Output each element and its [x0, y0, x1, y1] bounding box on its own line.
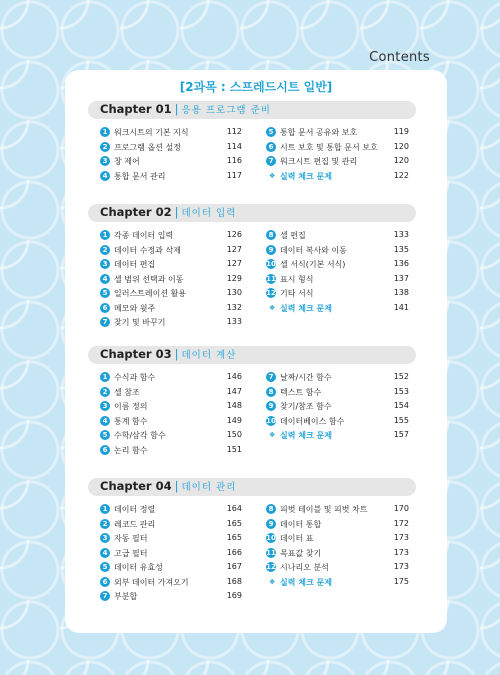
- toc-entry[interactable]: [100, 386, 242, 401]
- number-badge: 7: [266, 372, 276, 382]
- toc-column-left: [100, 126, 242, 184]
- practice-label: 실력 체크 문제: [280, 431, 332, 440]
- entry-page: 135: [393, 244, 409, 254]
- chapter-name: 응용 프로그램 준비: [181, 105, 271, 116]
- entry-page: 149: [226, 415, 242, 425]
- entry-page: 169: [226, 591, 242, 600]
- entry-label: 텍스트 함수: [280, 387, 322, 397]
- entry-label: 통합 문서 공유와 보호: [280, 128, 358, 137]
- entry-page: 165: [226, 533, 242, 542]
- chapter-separator: |: [174, 347, 179, 361]
- part-title: [2과목 : 스프레드시트 일반]: [179, 80, 333, 94]
- diamond-icon: ❖: [269, 171, 276, 180]
- toc-entry[interactable]: [100, 316, 242, 331]
- entry-page: 137: [393, 273, 409, 283]
- entry-label: 부분합: [114, 592, 138, 601]
- entry-label: 논리 함수: [114, 445, 148, 455]
- toc-column-right: [266, 126, 409, 184]
- entry-label: 목표값 찾기: [280, 548, 322, 558]
- entry-label: 데이터 표: [280, 534, 314, 543]
- toc-entry[interactable]: [266, 273, 409, 288]
- number-badge: 12: [266, 289, 276, 297]
- number-badge: 1: [100, 127, 110, 137]
- practice-label: 실력 체크 문제: [280, 303, 332, 313]
- entry-page: 138: [393, 288, 409, 297]
- number-badge: 5: [100, 562, 110, 572]
- chapter-header: [88, 204, 416, 222]
- entry-label: 프로그램 옵션 설정: [114, 142, 181, 152]
- number-badge: 9: [266, 519, 276, 529]
- entry-page: 173: [393, 562, 409, 571]
- number-badge: 4: [100, 274, 110, 284]
- toc-entry[interactable]: [266, 126, 409, 141]
- toc-entry[interactable]: [100, 532, 242, 547]
- entry-page: 164: [226, 504, 242, 513]
- entry-page: 129: [226, 273, 242, 283]
- chapter-title: [100, 347, 236, 361]
- entry-page: 152: [393, 372, 409, 381]
- chapter-header: [88, 346, 416, 364]
- entry-label: 시나리오 분석: [280, 563, 329, 572]
- practice-label: 실력 체크 문제: [280, 577, 332, 587]
- toc-entry[interactable]: [266, 561, 409, 576]
- toc-entry[interactable]: [100, 547, 242, 562]
- toc-panel: [65, 70, 447, 633]
- entry-page: 132: [226, 302, 242, 312]
- number-badge: 4: [100, 416, 110, 426]
- chapter-header: [88, 478, 416, 496]
- entry-page: 136: [393, 259, 409, 268]
- chapter-number: Chapter 04: [100, 479, 172, 493]
- entry-page: 167: [226, 562, 242, 571]
- number-badge: 5: [266, 127, 276, 137]
- entry-page: 146: [226, 372, 242, 381]
- toc-entry[interactable]: [266, 547, 409, 562]
- chapter-number: Chapter 03: [100, 347, 172, 361]
- chapter-separator: |: [174, 479, 179, 493]
- toc-entry[interactable]: [100, 400, 242, 415]
- chapter-name: 데이터 계산: [181, 350, 237, 361]
- chapter-name: 데이터 관리: [181, 482, 237, 493]
- entry-label: 창 제어: [114, 157, 140, 166]
- entry-page: 153: [393, 386, 409, 396]
- number-badge: 5: [100, 430, 110, 440]
- toc-entry[interactable]: [266, 229, 409, 244]
- entry-label: 고급 필터: [114, 548, 148, 558]
- chapter-title: [100, 102, 271, 116]
- toc-column-left: [100, 503, 242, 605]
- entry-label: 셀 참조: [114, 387, 140, 397]
- entry-page: 120: [393, 141, 409, 151]
- toc-entry[interactable]: [100, 229, 242, 244]
- entry-label: 데이터 편집: [114, 260, 156, 269]
- entry-label: 수식과 함수: [114, 373, 156, 382]
- toc-entry[interactable]: [100, 302, 242, 317]
- practice-entry[interactable]: [266, 170, 409, 185]
- number-badge: 4: [100, 548, 110, 558]
- toc-column-left: [100, 371, 242, 458]
- entry-label: 찾기 및 바꾸기: [114, 318, 166, 327]
- toc-entry[interactable]: [100, 258, 242, 273]
- number-badge: 1: [100, 230, 110, 240]
- practice-entry[interactable]: [266, 576, 409, 591]
- entry-page: 133: [393, 230, 409, 239]
- number-badge: 12: [266, 563, 276, 571]
- entry-label: 레코드 관리: [114, 519, 156, 529]
- entry-page: 166: [226, 547, 242, 557]
- entry-page: 155: [393, 415, 409, 425]
- toc-entry[interactable]: [266, 287, 409, 302]
- entry-label: 날짜/시간 함수: [280, 373, 332, 382]
- number-badge: 10: [266, 260, 276, 268]
- entry-page: 151: [226, 444, 242, 454]
- entry-label: 워크시트의 기본 지식: [114, 128, 189, 137]
- toc-entry[interactable]: [100, 155, 242, 170]
- entry-page: 112: [226, 127, 242, 136]
- number-badge: 8: [266, 504, 276, 514]
- entry-label: 표시 형식: [280, 274, 314, 284]
- practice-page: 175: [393, 576, 409, 586]
- toc-entry[interactable]: [100, 170, 242, 185]
- entry-page: 117: [226, 170, 242, 180]
- number-badge: 7: [266, 156, 276, 166]
- toc-entry[interactable]: [266, 258, 409, 273]
- toc-entry[interactable]: [100, 415, 242, 430]
- entry-label: 자동 필터: [114, 534, 148, 543]
- entry-label: 이름 정의: [114, 402, 148, 411]
- entry-label: 수학/삼각 함수: [114, 431, 166, 440]
- number-badge: 3: [100, 156, 110, 166]
- toc-entry[interactable]: [100, 244, 242, 259]
- entry-page: 130: [226, 288, 242, 297]
- number-badge: 6: [266, 142, 276, 152]
- entry-label: 찾기/참조 함수: [280, 402, 332, 411]
- entry-label: 데이터 유효성: [114, 563, 163, 572]
- toc-entry[interactable]: [100, 429, 242, 444]
- toc-entry[interactable]: [266, 371, 409, 386]
- number-badge: 11: [266, 548, 276, 557]
- practice-page: 122: [393, 170, 409, 180]
- chapter-header: [88, 101, 416, 119]
- toc-entry[interactable]: [266, 532, 409, 547]
- entry-page: 127: [226, 244, 242, 254]
- entry-label: 일러스트레이션 활용: [114, 289, 187, 298]
- number-badge: 2: [100, 142, 110, 152]
- toc-entry[interactable]: [266, 415, 409, 430]
- toc-entry[interactable]: [100, 503, 242, 518]
- number-badge: 9: [266, 245, 276, 255]
- toc-entry[interactable]: [266, 503, 409, 518]
- entry-label: 외부 데이터 가져오기: [114, 577, 189, 587]
- number-badge: 2: [100, 387, 110, 397]
- toc-column-right: [266, 371, 409, 444]
- chapter-title: [100, 479, 236, 493]
- entry-label: 셀 서식(기본 서식): [280, 260, 346, 269]
- entry-page: 147: [226, 386, 242, 396]
- number-badge: 5: [100, 288, 110, 298]
- number-badge: 8: [266, 387, 276, 397]
- chapter-separator: |: [174, 205, 179, 219]
- diamond-icon: ❖: [269, 577, 276, 586]
- number-badge: 10: [266, 534, 276, 542]
- entry-label: 데이터 복사와 이동: [280, 245, 347, 255]
- number-badge: 1: [100, 372, 110, 382]
- entry-label: 데이터 수정과 삭제: [114, 245, 181, 255]
- number-badge: 3: [100, 259, 110, 269]
- entry-label: 셀 범위 선택과 이동: [114, 274, 184, 284]
- toc-entry[interactable]: [266, 518, 409, 533]
- number-badge: 10: [266, 416, 276, 425]
- toc-column-right: [266, 503, 409, 590]
- number-badge: 2: [100, 245, 110, 255]
- number-badge: 3: [100, 401, 110, 411]
- diamond-icon: ❖: [269, 431, 276, 439]
- number-badge: 6: [100, 577, 110, 587]
- toc-entry[interactable]: [266, 244, 409, 259]
- number-badge: 9: [266, 401, 276, 411]
- number-badge: 4: [100, 171, 110, 181]
- entry-label: 데이터베이스 함수: [280, 416, 345, 426]
- entry-label: 통계 함수: [114, 416, 148, 426]
- number-badge: 7: [100, 317, 110, 327]
- entry-page: 126: [226, 230, 242, 239]
- toc-entry[interactable]: [100, 444, 242, 459]
- entry-label: 메모와 윗주: [114, 303, 156, 313]
- practice-page: 157: [393, 430, 409, 439]
- entry-label: 워크시트 편집 및 관리: [280, 157, 358, 166]
- number-badge: 3: [100, 533, 110, 543]
- toc-entry[interactable]: [100, 590, 242, 605]
- entry-page: 114: [226, 141, 242, 151]
- entry-page: 133: [226, 317, 242, 326]
- number-badge: 6: [100, 303, 110, 313]
- toc-entry[interactable]: [100, 576, 242, 591]
- entry-page: 168: [226, 576, 242, 586]
- entry-label: 각종 데이터 입력: [114, 231, 174, 240]
- entry-page: 119: [393, 127, 409, 136]
- entry-page: 150: [226, 430, 242, 439]
- entry-page: 154: [393, 401, 409, 410]
- entry-label: 셀 편집: [280, 231, 306, 240]
- toc-column-right: [266, 229, 409, 316]
- toc-entry[interactable]: [266, 400, 409, 415]
- practice-page: 141: [393, 302, 409, 312]
- number-badge: 11: [266, 274, 276, 283]
- toc-entry[interactable]: [100, 287, 242, 302]
- number-badge: 6: [100, 445, 110, 455]
- toc-entry[interactable]: [100, 561, 242, 576]
- chapter-title: [100, 205, 236, 219]
- entry-page: 173: [393, 547, 409, 557]
- practice-label: 실력 체크 문제: [280, 171, 332, 181]
- entry-label: 데이터 통합: [280, 519, 322, 529]
- contents-header: Contents: [369, 50, 430, 65]
- toc-entry[interactable]: [266, 386, 409, 401]
- toc-entry[interactable]: [266, 141, 409, 156]
- number-badge: 7: [100, 591, 110, 601]
- entry-label: 피벗 테이블 및 피벗 차트: [280, 505, 368, 514]
- toc-entry[interactable]: [266, 155, 409, 170]
- toc-column-left: [100, 229, 242, 331]
- practice-entry[interactable]: [266, 302, 409, 317]
- entry-page: 165: [226, 518, 242, 528]
- entry-label: 데이터 정렬: [114, 505, 156, 514]
- diamond-icon: ❖: [269, 303, 276, 312]
- toc-entry[interactable]: [100, 518, 242, 533]
- toc-entry[interactable]: [100, 371, 242, 386]
- number-badge: 2: [100, 519, 110, 529]
- practice-entry[interactable]: [266, 429, 409, 444]
- entry-page: 127: [226, 259, 242, 268]
- toc-entry[interactable]: [100, 273, 242, 288]
- chapter-number: Chapter 01: [100, 102, 172, 116]
- number-badge: 1: [100, 504, 110, 514]
- entry-label: 시트 보호 및 통합 문서 보호: [280, 142, 378, 152]
- entry-page: 120: [393, 156, 409, 165]
- toc-entry[interactable]: [100, 126, 242, 141]
- entry-page: 172: [393, 518, 409, 528]
- entry-label: 통합 문서 관리: [114, 171, 166, 181]
- chapter-name: 데이터 입력: [181, 208, 237, 219]
- chapter-number: Chapter 02: [100, 205, 172, 219]
- entry-page: 170: [393, 504, 409, 513]
- entry-page: 116: [226, 156, 242, 165]
- chapter-separator: |: [174, 102, 179, 116]
- toc-entry[interactable]: [100, 141, 242, 156]
- entry-page: 173: [393, 533, 409, 542]
- entry-label: 기타 서식: [280, 289, 314, 298]
- entry-page: 148: [226, 401, 242, 410]
- number-badge: 8: [266, 230, 276, 240]
